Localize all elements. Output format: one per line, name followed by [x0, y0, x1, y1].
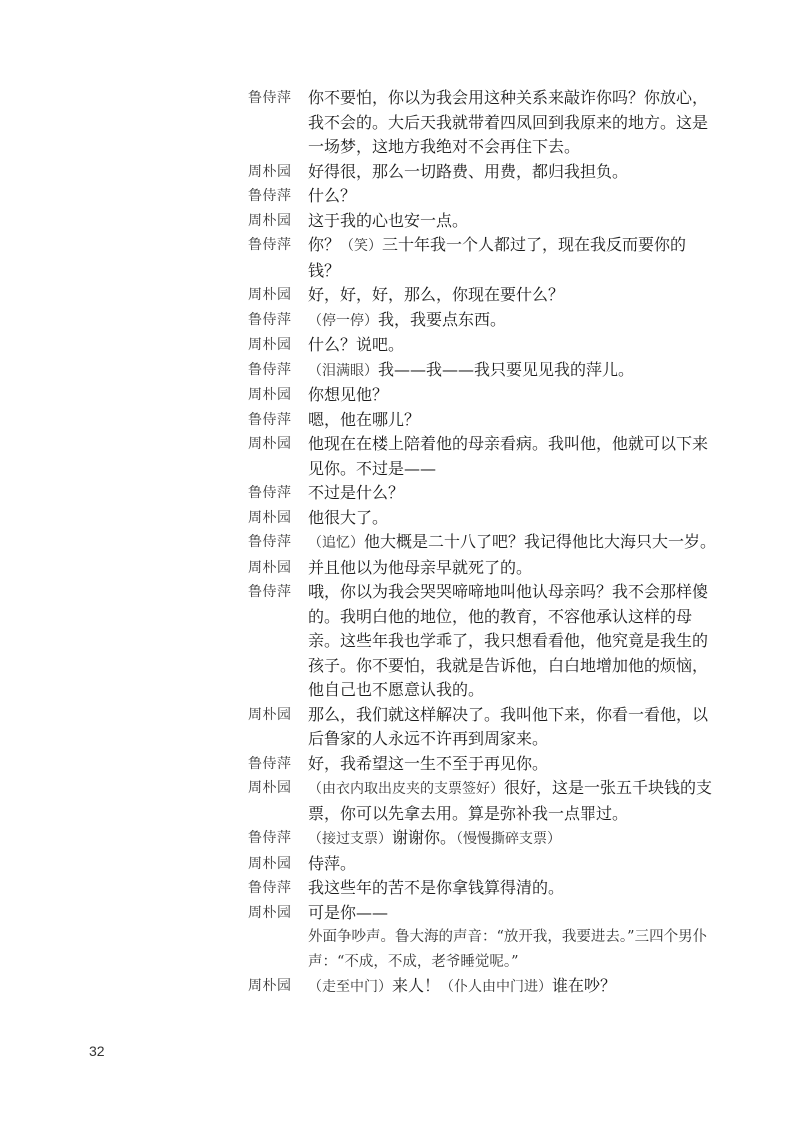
speech-text	[308, 233, 718, 283]
speaker-name: 鲁侍萍	[248, 755, 292, 772]
speech-segment: 哦，你以为我会哭哭啼啼地叫他认母亲吗？我不会那样傻的。我明白他的地位，他的教育，不容他承认这样的母亲。这些年我也学乖了，我只想看看他，他究竟是我生的孩子。你不要怕，我就是告诉他，白白地增加他的烦恼，他自己也不愿意认我的。	[308, 582, 709, 699]
dialogue-line	[248, 974, 718, 1000]
speech-segment: 来人！	[392, 976, 441, 995]
speech-text	[308, 481, 718, 506]
speech-segment: 可是你——	[308, 902, 389, 922]
speaker-name: 鲁侍萍	[248, 311, 292, 328]
dialogue-line	[248, 826, 718, 852]
dialogue-line	[248, 852, 718, 877]
speaker-name: 周朴园	[248, 436, 292, 452]
speech-segment: 很好，这是一张五千块钱的支票，你可以先拿去用。算是弥补我一点罪过。	[308, 778, 713, 823]
dialogue-line	[248, 530, 718, 556]
speech-segment: 并且他以为他母亲早就死了的。	[308, 557, 533, 577]
speaker-name: 周朴园	[248, 855, 292, 872]
speech-segment: 不过是什么？	[308, 483, 405, 502]
speech-segment: 侍萍。	[308, 853, 357, 873]
dialogue-line	[248, 86, 718, 160]
speaker-name: 周朴园	[248, 780, 292, 796]
dialogue-line	[248, 776, 718, 826]
stage-direction-inline: （追忆）	[308, 535, 364, 551]
speech-segment: 三十年我一个人都过了，现在我反而要你的钱？	[308, 235, 687, 280]
speaker-name: 周朴园	[248, 287, 292, 303]
speaker-name: 周朴园	[248, 509, 292, 526]
speech-segment: 好得很，那么一切路费、用费，都归我担负。	[308, 161, 629, 181]
dialogue-line	[248, 333, 718, 358]
dialogue-line	[248, 506, 718, 531]
dialogue-line	[248, 752, 718, 777]
speech-text	[308, 703, 718, 752]
speech-text	[308, 383, 718, 408]
speech-text	[308, 752, 718, 777]
speech-text	[308, 86, 718, 160]
speech-text	[308, 358, 718, 384]
speaker-name: 周朴园	[248, 706, 292, 723]
dialogue-line	[248, 580, 718, 703]
stage-direction-inline: （走至中门）	[308, 979, 392, 995]
speaker-name: 鲁侍萍	[248, 411, 292, 428]
stage-direction-inline: （泪满眼）	[308, 362, 378, 379]
speaker-name: 周朴园	[248, 337, 292, 353]
dialogue-line	[248, 901, 718, 926]
speech-text	[308, 776, 718, 826]
speech-text	[308, 580, 718, 703]
dialogue-line	[248, 408, 718, 433]
stage-direction-inline: （慢慢撕碎支票）	[456, 831, 562, 847]
speech-segment: 你不要怕，你以为我会用这种关系来敲诈你吗？你放心，我不会的。大后天我就带着四凤回到我原来的地方。这是一场梦，这地方我绝对不会再住下去。	[308, 88, 709, 156]
dialogue-line	[248, 283, 718, 308]
speaker-name: 鲁侍萍	[248, 90, 292, 106]
speech-text	[308, 283, 718, 308]
speaker-name: 鲁侍萍	[248, 188, 292, 204]
dialogue-line	[248, 556, 718, 581]
speech-text	[308, 408, 718, 433]
stage-direction: 外面争吵声。鲁大海的声音：“放开我，我要进去。”三四个男仆声：“不成，不成，老爷睡觉呢。”	[308, 929, 708, 970]
speech-segment: 好，好，好，那么，你现在要什么？	[308, 285, 565, 304]
dialogue-line	[248, 876, 718, 901]
speaker-name: 鲁侍萍	[248, 485, 292, 501]
stage-direction-inline: （笑）	[340, 238, 383, 254]
dialogue-line	[248, 383, 718, 408]
dialogue-line	[248, 233, 718, 283]
speech-segment: 这于我的心也安一点。	[308, 210, 469, 230]
speech-segment: 你？	[308, 235, 341, 254]
speaker-name: 周朴园	[248, 212, 292, 229]
speech-text	[308, 432, 718, 481]
speech-segment: 谢谢你。	[392, 828, 457, 847]
speech-text	[308, 876, 718, 901]
speech-segment: 那么，我们就这样解决了。我叫他下来，你看一看他，以后鲁家的人永远不许再到周家来。	[308, 704, 709, 748]
stage-direction-inline: （仆人由中门进）	[440, 979, 553, 995]
speech-segment: 他很大了。	[308, 507, 389, 527]
speech-segment: 好，我希望这一生不至于再见你。	[308, 753, 549, 773]
stage-direction-inline: （接过支票）	[308, 831, 392, 847]
speech-segment: 嗯，他在哪儿？	[308, 409, 421, 429]
speaker-name: 周朴园	[248, 978, 292, 994]
speaker-name: 鲁侍萍	[248, 361, 292, 378]
speech-text	[308, 506, 718, 531]
speech-text	[308, 308, 718, 334]
speaker-name: 周朴园	[248, 559, 292, 576]
dialogue-line	[248, 184, 718, 209]
speech-text	[308, 209, 718, 234]
speech-text	[308, 333, 718, 358]
dialogue-line	[248, 209, 718, 234]
speech-segment: 他大概是二十八了吧？我记得他比大海只大一岁。	[364, 532, 717, 551]
script-dialogue	[248, 86, 718, 1000]
speaker-name: 鲁侍萍	[248, 534, 292, 550]
speech-segment: 他现在在楼上陪着他的母亲看病。我叫他，他就可以下来见你。不过是——	[308, 434, 709, 478]
dialogue-line	[248, 308, 718, 334]
speaker-name: 鲁侍萍	[248, 237, 292, 253]
page-number: 32	[89, 1043, 105, 1059]
speech-segment: 谁在吵？	[552, 976, 617, 995]
dialogue-line	[248, 432, 718, 481]
speech-text	[308, 852, 718, 877]
speech-segment: 什么？说吧。	[308, 335, 405, 354]
dialogue-line	[248, 358, 718, 384]
speech-text	[308, 556, 718, 581]
speaker-name: 鲁侍萍	[248, 830, 292, 846]
speech-segment: 你想见他？	[308, 385, 389, 404]
speech-segment: 我这些年的苦不是你拿钱算得清的。	[308, 878, 565, 897]
speaker-name: 周朴园	[248, 387, 292, 403]
speech-text	[308, 826, 718, 852]
speaker-name: 鲁侍萍	[248, 880, 292, 896]
stage-direction-inline: （停一停）	[308, 312, 378, 329]
speech-segment: 我，我要点东西。	[378, 309, 507, 329]
dialogue-line	[248, 703, 718, 752]
speaker-name: 周朴园	[248, 904, 292, 921]
dialogue-line	[248, 160, 718, 185]
speech-text	[308, 184, 718, 209]
dialogue-line	[248, 481, 718, 506]
speaker-name: 鲁侍萍	[248, 584, 292, 600]
speech-text	[308, 530, 718, 556]
speaker-name: 周朴园	[248, 163, 292, 180]
stage-direction-inline: （由衣内取出皮夹的支票签好）	[308, 781, 504, 797]
speech-segment: 什么？	[308, 186, 357, 205]
speech-segment: 我——我——我只要见见我的萍儿。	[378, 359, 635, 379]
speech-text	[308, 160, 718, 185]
speech-text	[308, 901, 718, 926]
speech-text	[308, 974, 718, 1000]
